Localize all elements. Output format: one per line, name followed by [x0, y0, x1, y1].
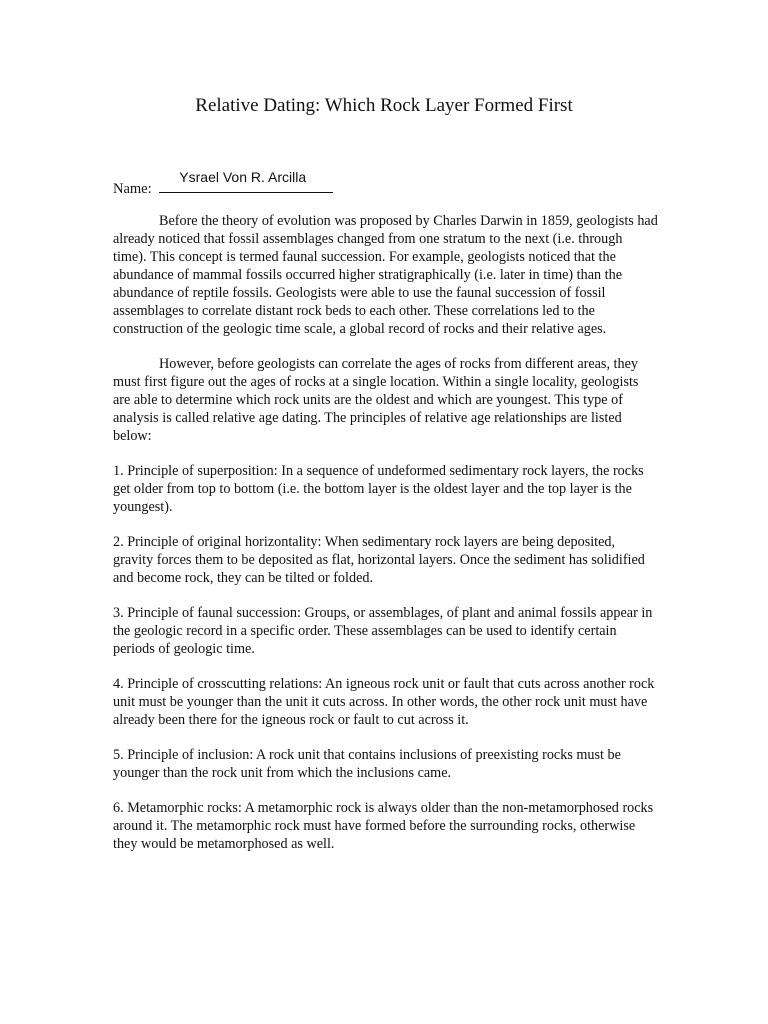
- relative-dating-paragraph: However, before geologists can correlate the ages of rocks from different areas, they must first figure out the ages of rocks at a single location. Within a single locality, geologists are able to determine which rock units are the oldest and which are youngest. This type of analysis is called relative age dating. The principles of relative age relationships are listed below:: [113, 356, 639, 444]
- name-value: Ysrael Von R. Arcilla: [179, 169, 307, 185]
- principle-inclusion: 5. Principle of inclusion: A rock unit that contains inclusions of preexisting rocks must be younger than the rock unit from which the inclusions came.: [113, 747, 621, 781]
- principle-crosscutting-relations: 4. Principle of crosscutting relations: An igneous rock unit or fault that cuts across another rock unit must be younger than the unit it cuts across. In other words, the other rock unit must have already been there for the igneous rock or fault to cut across it.: [113, 676, 655, 728]
- principle-faunal-succession: 3. Principle of faunal succession: Groups, or assemblages, of plant and animal fossils appear in the geologic record in a specific order. These assemblages can be used to identify certain periods of geologic time.: [113, 605, 653, 657]
- principle-original-horizontality: 2. Principle of original horizontality: When sedimentary rock layers are being deposited, gravity forces them to be deposited as flat, horizontal layers. Once the sediment has solidified and become rock, they can be tilted or folded.: [113, 534, 645, 586]
- page-title: Relative Dating: Which Rock Layer Formed First: [195, 95, 573, 116]
- intro-paragraph: Before the theory of evolution was proposed by Charles Darwin in 1859, geologists had already noticed that fossil assemblages changed from one stratum to the next (i.e. through time). This concept is termed faunal succession. For example, geologists noticed that the abundance of mammal fossils occurred higher stratigraphically (i.e. later in time) than the abundance of reptile fossils. Geologists were able to use the faunal succession of fossil assemblages to correlate distant rock beds to each other. These correlations led to the construction of the geologic time scale, a global record of rocks and their relative ages.: [113, 213, 658, 337]
- principle-superposition: 1. Principle of superposition: In a sequence of undeformed sedimentary rock layers, the rocks get older from top to bottom (i.e. the bottom layer is the oldest layer and the top layer is the youngest).: [113, 463, 644, 515]
- name-label: Name:: [113, 181, 152, 197]
- name-row: [113, 169, 333, 199]
- name-field[interactable]: [159, 169, 333, 193]
- document-body: [113, 212, 658, 870]
- principle-metamorphic-rocks: 6. Metamorphic rocks: A metamorphic rock is always older than the non-metamorphosed rocks around it. The metamorphic rock must have formed before the surrounding rocks, otherwise they would be metamorphosed as well.: [113, 800, 654, 852]
